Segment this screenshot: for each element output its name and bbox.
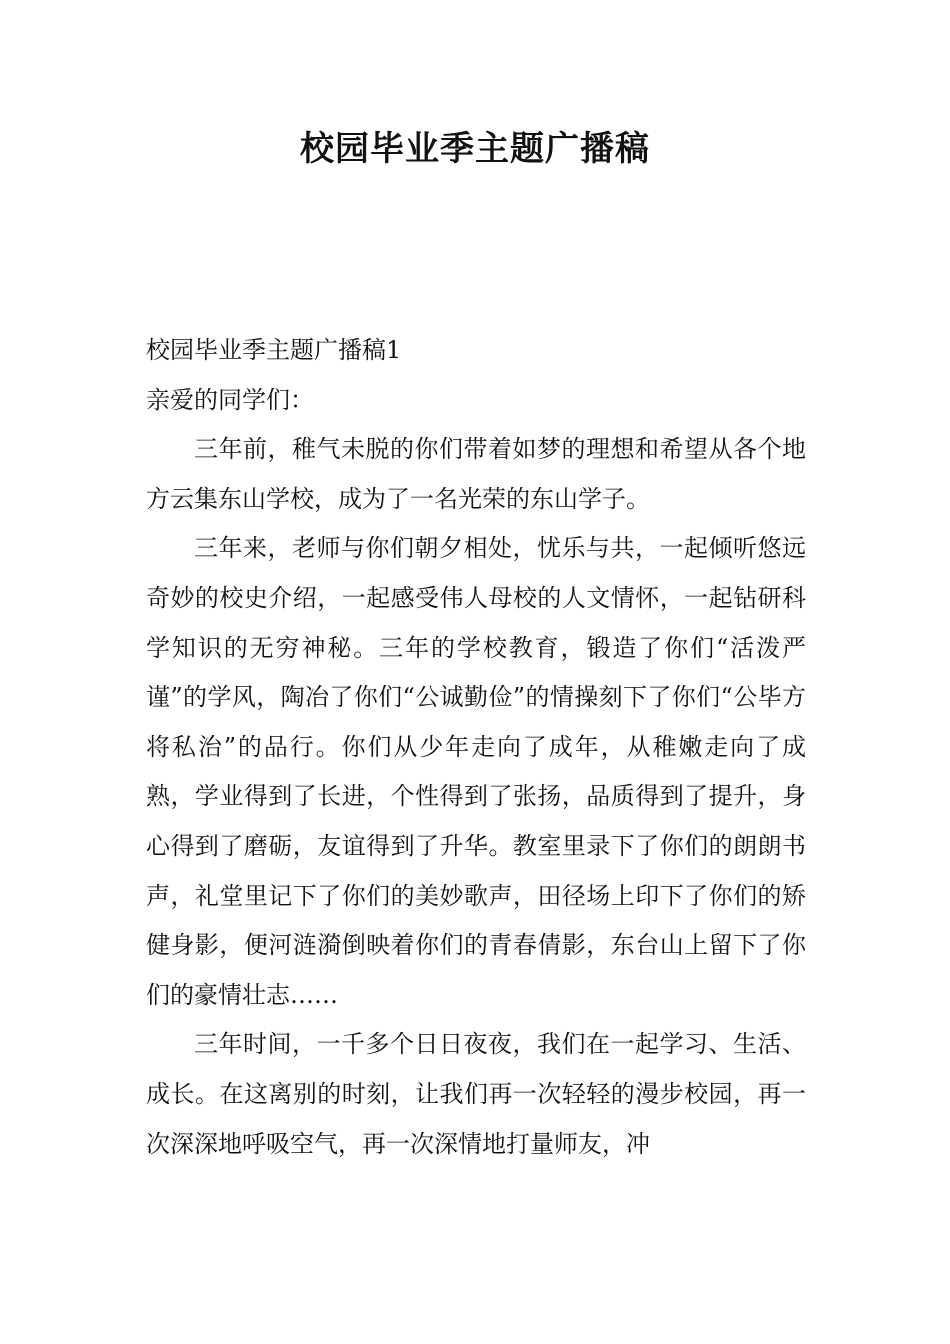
paragraph-2: 三年来，老师与你们朝夕相处，忧乐与共，一起倾听悠远奇妙的校史介绍，一起感受伟人母校的人文情怀，一起钻研科学知识的无穷神秘。三年的学校教育，锻造了你们“活泼严谨”的学风，陶冶了你们“公诚勤俭”的情操刻下了你们“公毕方将私治”的品行。你们从少年走向了成年，从稚嫩走向了成熟，学业得到了长进，个性得到了张扬，品质得到了提升，身心得到了磨砺，友谊得到了升华。教室里录下了你们的朗朗书声，礼堂里记下了你们的美妙歌声，田径场上印下了你们的矫健身影，便河涟漪倒映着你们的青春倩影，东台山上留下了你们的豪情壮志……	[146, 534, 806, 1009]
paragraph-1: 三年前，稚气未脱的你们带着如梦的理想和希望从各个地方云集东山学校，成为了一名光荣的东山学子。	[146, 435, 806, 513]
document-title: 校园毕业季主题广播稿	[300, 129, 650, 169]
section-heading: 校园毕业季主题广播稿1	[146, 336, 402, 364]
salutation: 亲爱的同学们：	[146, 385, 314, 414]
document-body	[146, 326, 806, 1169]
paragraph-3: 三年时间，一千多个日日夜夜，我们在一起学习、生活、成长。在这离别的时刻，让我们再一次轻轻的漫步校园，再一次深深地呼吸空气，再一次深情地打量师友，冲	[146, 1030, 806, 1158]
